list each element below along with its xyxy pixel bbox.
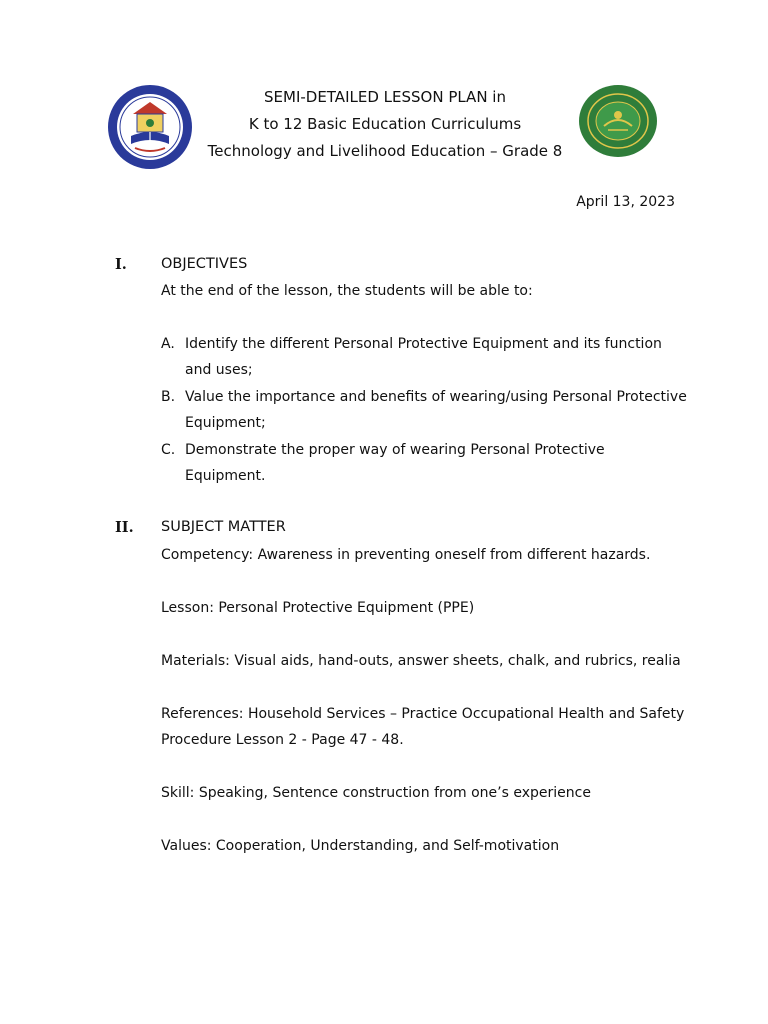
section-title-objectives: OBJECTIVES (161, 256, 248, 272)
objective-text-continued: and uses; (185, 362, 253, 378)
section-title-subject-matter: SUBJECT MATTER (161, 519, 286, 535)
objective-text-continued: Equipment. (185, 468, 266, 484)
document-header (190, 84, 580, 165)
document-date: April 13, 2023 (576, 194, 675, 210)
values-text: Values: Cooperation, Understanding, and Self-motivation (161, 838, 560, 854)
objective-text: Identify the different Personal Protective Equipment and its function (185, 336, 662, 352)
objective-item-b (161, 384, 691, 436)
objective-letter: C. (161, 442, 176, 458)
lesson-text: Lesson: Personal Protective Equipment (PPE) (161, 600, 475, 616)
objective-text: Demonstrate the proper way of wearing Personal Protective (185, 442, 605, 458)
objective-item-a (161, 331, 691, 383)
skill-text: Skill: Speaking, Sentence construction from one’s experience (161, 785, 591, 801)
references-text: References: Household Services – Practice Occupational Health and Safety (161, 706, 685, 722)
competency-text: Competency: Awareness in preventing oneself from different hazards. (161, 547, 651, 563)
objective-letter: B. (161, 389, 176, 405)
materials-text: Materials: Visual aids, hand-outs, answer sheets, chalk, and rubrics, realia (161, 653, 681, 669)
objective-item-c (161, 437, 691, 489)
references-text-continued: Procedure Lesson 2 - Page 47 - 48. (161, 732, 404, 748)
school-seal-icon (107, 84, 193, 170)
objective-text: Value the importance and benefits of wearing/using Personal Protective (185, 389, 687, 405)
section-number-subject-matter: II. (115, 519, 134, 536)
objective-letter: A. (161, 336, 175, 352)
header-subject: Technology and Livelihood Education – Grade 8 (207, 142, 563, 160)
header-title: SEMI-DETAILED LESSON PLAN in (264, 88, 506, 106)
objective-text-continued: Equipment; (185, 415, 266, 431)
division-seal-icon (578, 84, 658, 158)
section-number-objectives: I. (115, 256, 127, 273)
header-curriculum: K to 12 Basic Education Curriculums (248, 115, 522, 133)
objectives-intro: At the end of the lesson, the students will be able to: (161, 283, 533, 299)
